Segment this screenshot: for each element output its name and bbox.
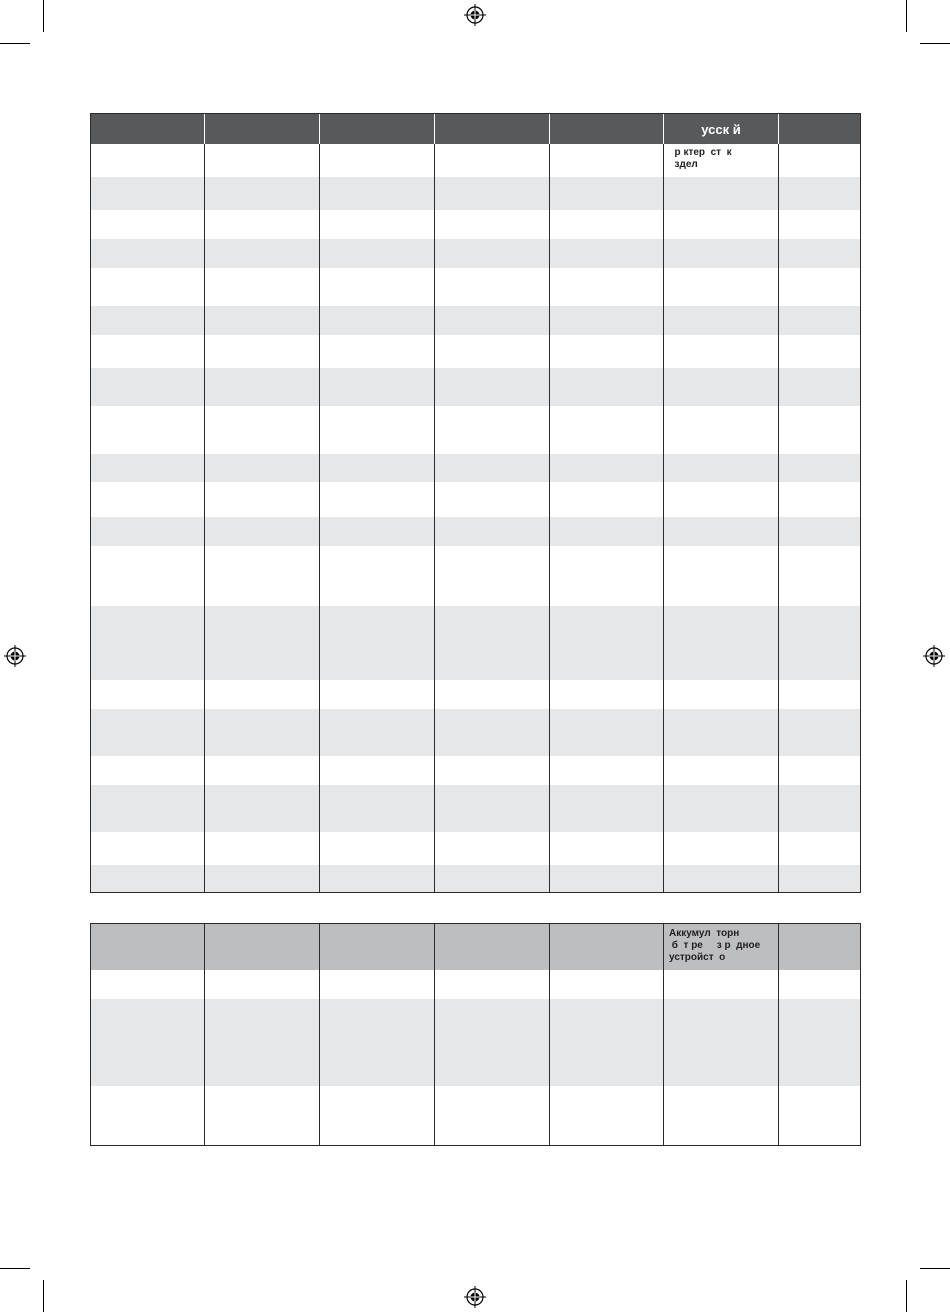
table-row <box>91 239 860 268</box>
table-cell <box>91 924 205 970</box>
table-row <box>91 999 860 1086</box>
table-row <box>91 335 860 368</box>
table-cell <box>779 546 860 606</box>
table-cell <box>320 756 435 785</box>
table-cell <box>91 144 205 177</box>
table-cell <box>205 546 320 606</box>
table-cell <box>550 454 664 482</box>
table-cell <box>205 144 320 177</box>
table-cell <box>664 335 779 368</box>
table-cell <box>435 239 550 268</box>
table-cell <box>550 1086 664 1145</box>
table-cell <box>435 268 550 306</box>
table-row <box>91 546 860 606</box>
table-cell <box>205 482 320 517</box>
table-row <box>91 1086 860 1145</box>
table-cell <box>91 210 205 239</box>
table-row <box>91 709 860 756</box>
table-cell <box>435 606 550 680</box>
crop-mark-icon <box>906 0 907 32</box>
table-cell <box>435 999 550 1086</box>
header-cell <box>91 114 205 144</box>
table-cell <box>320 517 435 546</box>
table-cell <box>664 999 779 1086</box>
header-cell <box>320 114 435 144</box>
table-cell <box>664 606 779 680</box>
table-cell <box>435 709 550 756</box>
table-cell <box>91 1086 205 1145</box>
table-cell <box>435 832 550 865</box>
table-row <box>91 970 860 999</box>
table-cell <box>779 368 860 406</box>
table-cell <box>435 454 550 482</box>
crop-mark-icon <box>43 1280 44 1312</box>
table-cell <box>91 546 205 606</box>
table-cell <box>91 832 205 865</box>
table-cell <box>664 406 779 454</box>
table-cell <box>320 999 435 1086</box>
table-cell <box>550 832 664 865</box>
table-cell <box>320 368 435 406</box>
table-cell <box>550 865 664 892</box>
table-cell <box>320 709 435 756</box>
table-cell <box>664 517 779 546</box>
table-cell <box>779 517 860 546</box>
table-cell <box>320 546 435 606</box>
table-cell <box>664 268 779 306</box>
table-cell <box>435 785 550 832</box>
table-cell <box>435 335 550 368</box>
table-cell <box>664 368 779 406</box>
registration-mark-icon <box>464 1286 486 1308</box>
table-cell <box>779 406 860 454</box>
table-cell <box>779 210 860 239</box>
table-header-row <box>91 114 860 144</box>
table-cell <box>550 756 664 785</box>
table-row <box>91 785 860 832</box>
table-cell <box>664 970 779 999</box>
table-cell <box>91 517 205 546</box>
table-row <box>91 756 860 785</box>
table-cell <box>550 546 664 606</box>
table-cell <box>205 268 320 306</box>
table-cell <box>205 680 320 709</box>
battery-charger-label: Аккумул торн б т ре з р дное устройст о <box>669 928 761 963</box>
table-cell <box>91 756 205 785</box>
crop-mark-icon <box>43 0 44 32</box>
battery-charger-table <box>90 923 861 1146</box>
table-cell <box>779 306 860 335</box>
table-cell <box>779 239 860 268</box>
table-cell <box>205 832 320 865</box>
table-cell <box>320 268 435 306</box>
table-row <box>91 268 860 306</box>
table-cell <box>550 177 664 210</box>
table-cell <box>205 606 320 680</box>
table-cell <box>664 832 779 865</box>
table-cell <box>205 368 320 406</box>
table-cell <box>205 865 320 892</box>
table-cell <box>435 865 550 892</box>
table-cell <box>550 306 664 335</box>
table-cell <box>205 517 320 546</box>
table-row <box>91 482 860 517</box>
table-cell <box>91 482 205 517</box>
table-row <box>91 606 860 680</box>
table-cell <box>435 756 550 785</box>
header-cell <box>550 114 664 144</box>
table-cell <box>91 239 205 268</box>
table-cell <box>435 144 550 177</box>
table-cell <box>91 680 205 709</box>
table-cell <box>779 865 860 892</box>
table-cell <box>779 785 860 832</box>
table-cell <box>320 335 435 368</box>
table-cell <box>205 239 320 268</box>
table-row <box>91 865 860 892</box>
table-cell <box>320 1086 435 1145</box>
table-cell <box>435 406 550 454</box>
header-cell <box>779 114 860 144</box>
table-cell <box>664 785 779 832</box>
table-cell <box>435 306 550 335</box>
table-cell <box>205 177 320 210</box>
table-row <box>91 517 860 546</box>
table-row <box>91 210 860 239</box>
table-cell <box>550 606 664 680</box>
table-cell <box>205 709 320 756</box>
table-cell <box>205 406 320 454</box>
table-cell <box>91 306 205 335</box>
table-cell <box>435 482 550 517</box>
table-cell <box>779 454 860 482</box>
table-cell <box>779 268 860 306</box>
table-cell <box>779 335 860 368</box>
table-cell <box>435 517 550 546</box>
table-row <box>91 144 860 177</box>
table-cell <box>91 177 205 210</box>
table-cell <box>664 454 779 482</box>
table-cell <box>320 865 435 892</box>
table-row <box>91 832 860 865</box>
table-cell <box>91 970 205 999</box>
table-cell <box>664 144 779 177</box>
table-cell <box>91 454 205 482</box>
table-cell <box>550 406 664 454</box>
table-cell <box>91 999 205 1086</box>
table-cell <box>91 709 205 756</box>
table-cell <box>779 999 860 1086</box>
table-cell <box>664 482 779 517</box>
table-cell <box>779 177 860 210</box>
header-cell <box>435 114 550 144</box>
table-cell <box>435 1086 550 1145</box>
table-cell <box>320 482 435 517</box>
table-cell <box>205 924 320 970</box>
table-cell <box>91 406 205 454</box>
table-cell <box>664 680 779 709</box>
table-cell <box>550 368 664 406</box>
table-cell <box>550 268 664 306</box>
table-cell <box>435 924 550 970</box>
table-cell <box>779 970 860 999</box>
table-cell <box>320 832 435 865</box>
table-row <box>91 406 860 454</box>
table-cell <box>779 709 860 756</box>
table-cell <box>435 177 550 210</box>
table-cell <box>550 482 664 517</box>
crop-mark-icon <box>920 43 950 44</box>
table-cell <box>91 785 205 832</box>
table-cell <box>205 970 320 999</box>
table-cell <box>320 606 435 680</box>
table-cell <box>550 210 664 239</box>
table-row <box>91 306 860 335</box>
table-cell <box>435 970 550 999</box>
table-cell <box>205 306 320 335</box>
table-cell <box>205 335 320 368</box>
crop-mark-icon <box>0 43 30 44</box>
table-row <box>91 177 860 210</box>
table-cell <box>205 785 320 832</box>
table-cell <box>550 517 664 546</box>
table-cell <box>779 756 860 785</box>
table-cell <box>320 306 435 335</box>
table-cell <box>205 999 320 1086</box>
registration-mark-icon <box>923 645 945 667</box>
table-cell <box>205 1086 320 1145</box>
table-cell <box>664 924 779 970</box>
table-cell <box>320 177 435 210</box>
table-cell <box>91 865 205 892</box>
table-cell <box>779 1086 860 1145</box>
table-cell <box>664 709 779 756</box>
language-label: усск й <box>701 121 741 137</box>
crop-mark-icon <box>906 1280 907 1312</box>
table-cell <box>205 454 320 482</box>
table-cell <box>91 268 205 306</box>
table-cell <box>320 239 435 268</box>
table-cell <box>664 239 779 268</box>
table-cell <box>320 406 435 454</box>
table-cell <box>91 335 205 368</box>
table-cell <box>550 999 664 1086</box>
header-cell-language <box>664 114 779 144</box>
registration-mark-icon <box>4 645 26 667</box>
table-row <box>91 680 860 709</box>
table-cell <box>550 785 664 832</box>
table-cell <box>91 606 205 680</box>
table-cell <box>779 832 860 865</box>
table-cell <box>550 680 664 709</box>
table-cell <box>435 210 550 239</box>
table-cell <box>664 1086 779 1145</box>
registration-mark-icon <box>464 4 486 26</box>
section-title: р ктер ст к здел <box>674 147 732 170</box>
table-cell <box>664 210 779 239</box>
table-cell <box>664 177 779 210</box>
table-cell <box>550 144 664 177</box>
table-cell <box>664 306 779 335</box>
table-cell <box>779 482 860 517</box>
table-cell <box>205 210 320 239</box>
table-cell <box>320 210 435 239</box>
table-cell <box>664 546 779 606</box>
crop-mark-icon <box>0 1268 30 1269</box>
crop-mark-icon <box>920 1268 950 1269</box>
table-header-row <box>91 924 860 970</box>
table-cell <box>664 865 779 892</box>
table-cell <box>550 924 664 970</box>
table-cell <box>435 546 550 606</box>
table-cell <box>320 680 435 709</box>
table-cell <box>435 368 550 406</box>
table-cell <box>435 680 550 709</box>
table-cell <box>779 144 860 177</box>
table-cell <box>320 454 435 482</box>
specifications-table <box>90 113 861 893</box>
table-cell <box>205 756 320 785</box>
table-cell <box>779 606 860 680</box>
table-cell <box>550 709 664 756</box>
table-cell <box>320 924 435 970</box>
table-cell <box>779 924 860 970</box>
table-cell <box>550 335 664 368</box>
table-row <box>91 368 860 406</box>
table-cell <box>320 970 435 999</box>
table-cell <box>550 970 664 999</box>
table-cell <box>779 680 860 709</box>
table-row <box>91 454 860 482</box>
table-cell <box>550 239 664 268</box>
table-cell <box>91 368 205 406</box>
header-cell <box>205 114 320 144</box>
table-cell <box>320 144 435 177</box>
table-cell <box>664 756 779 785</box>
table-cell <box>320 785 435 832</box>
